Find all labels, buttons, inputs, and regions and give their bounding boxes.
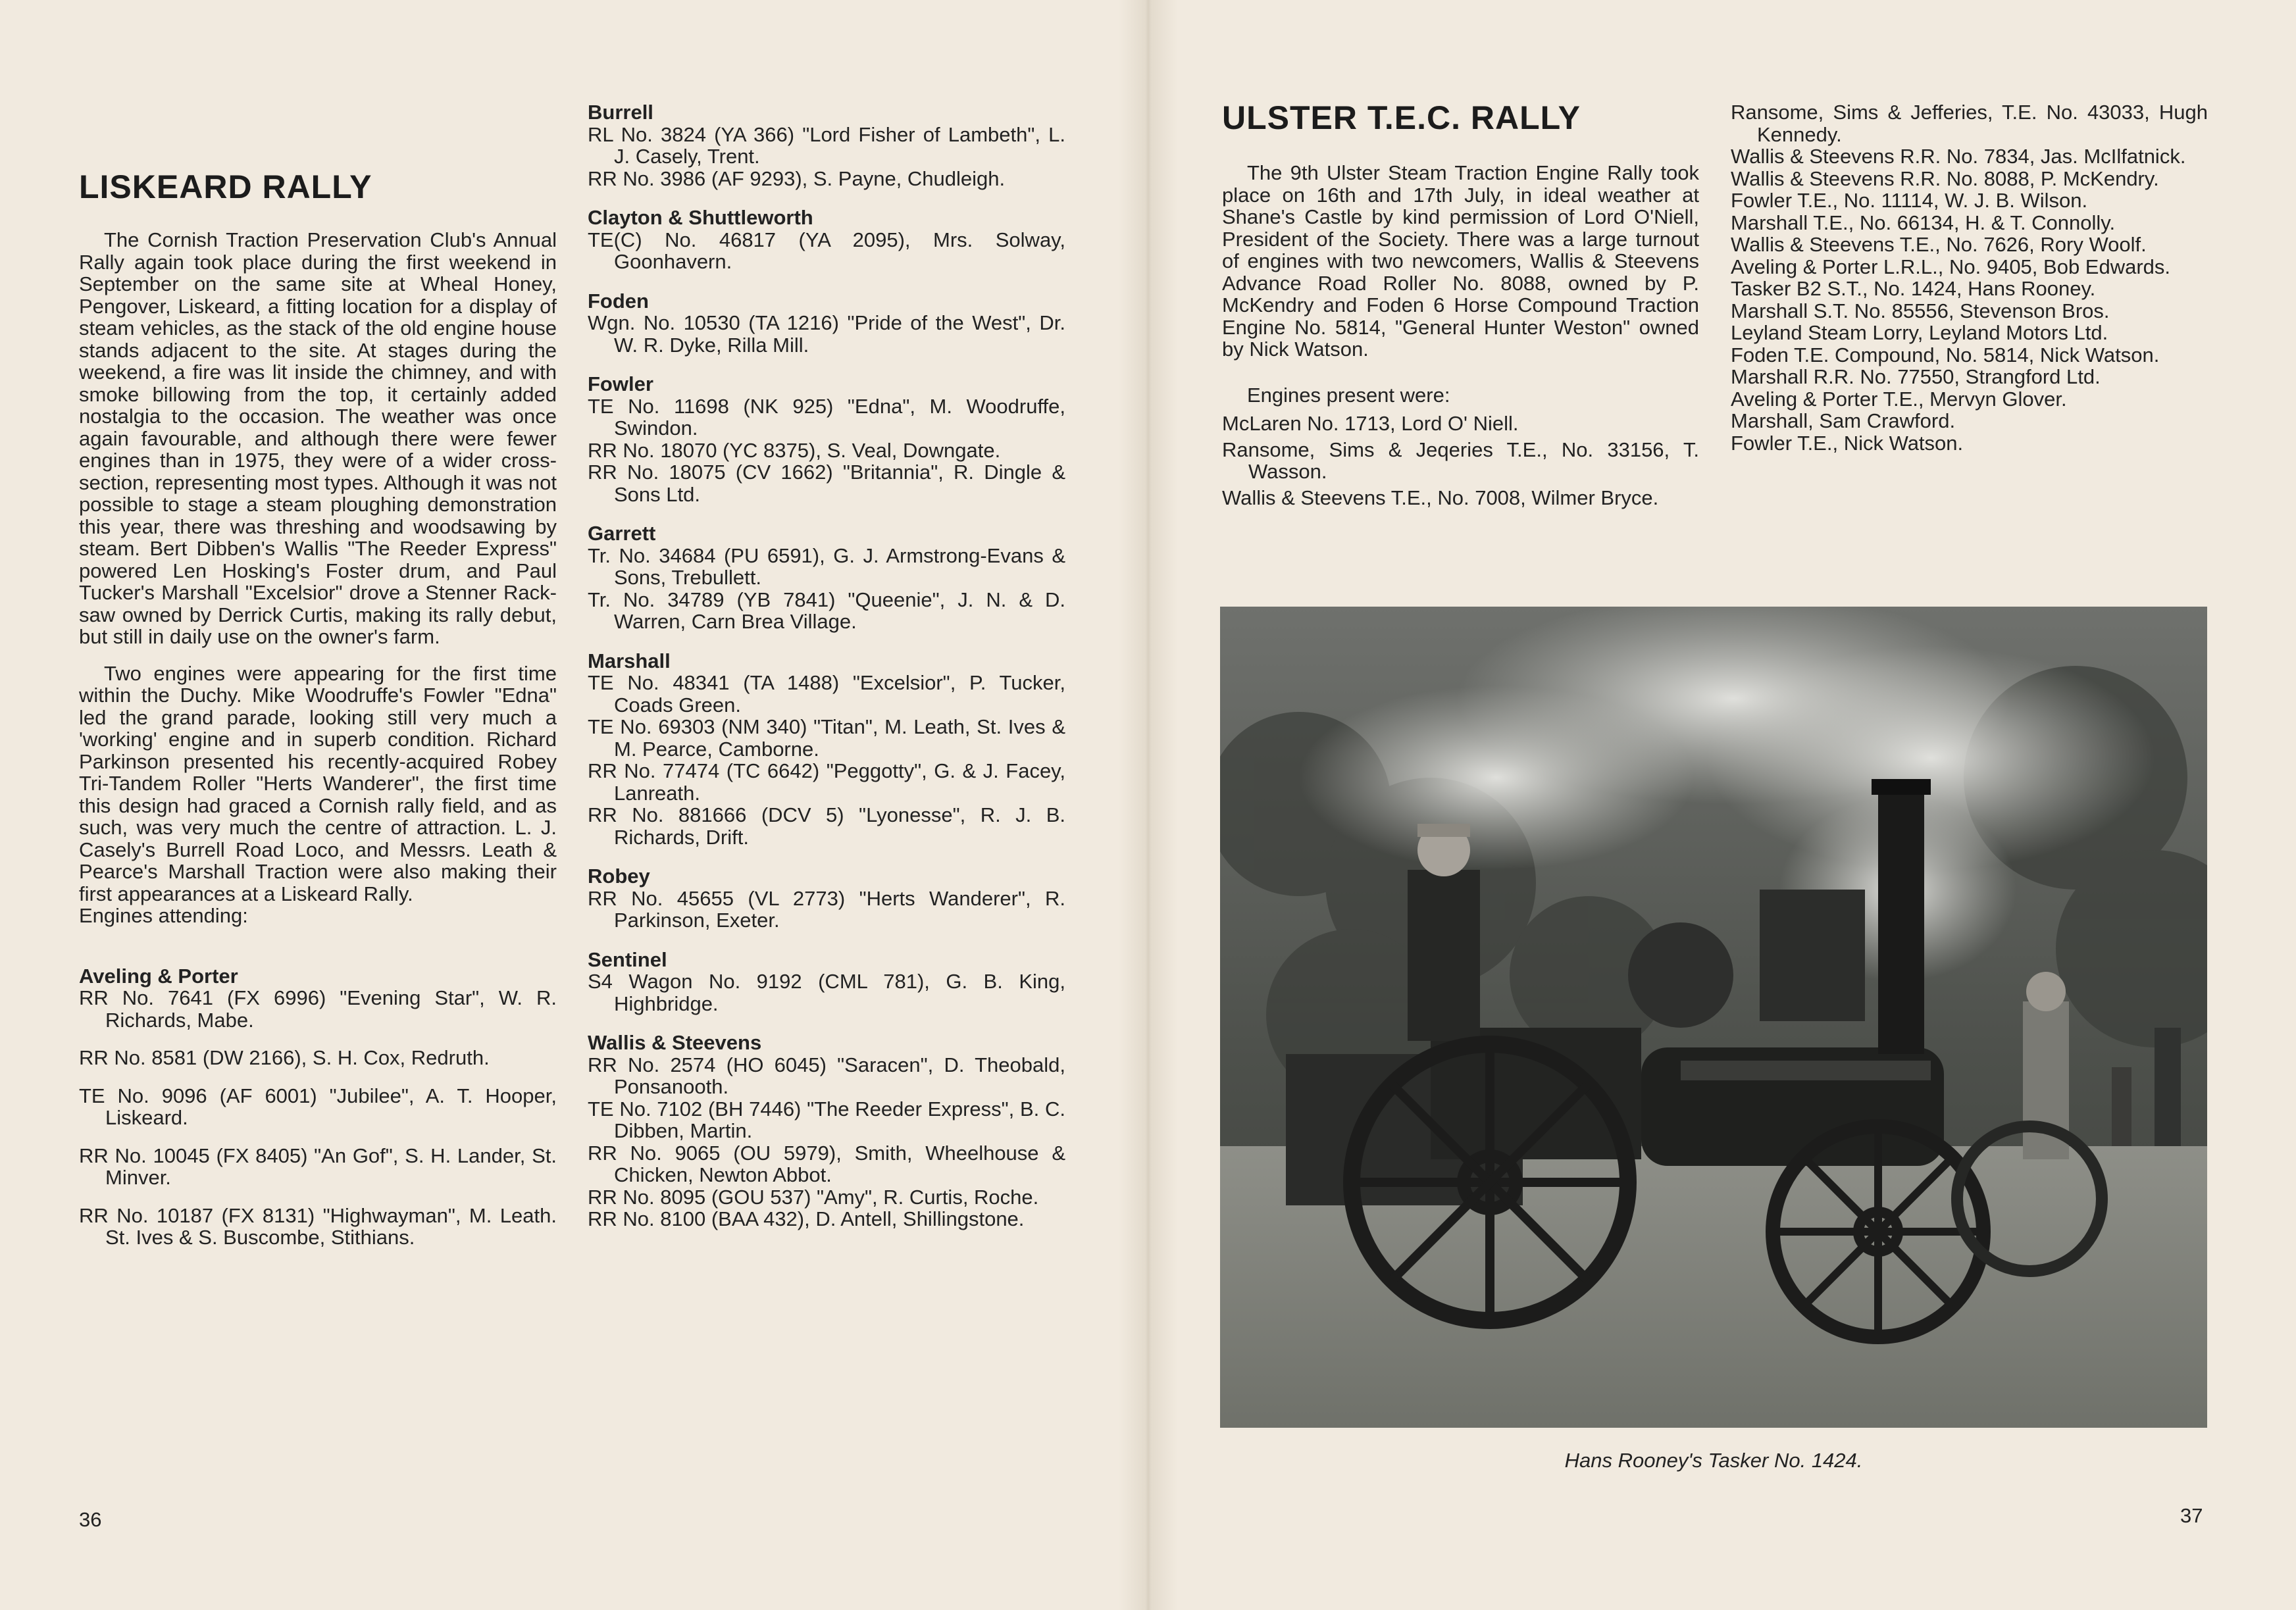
photo-caption: Hans Rooney's Tasker No. 1424. — [1564, 1449, 1863, 1472]
maker-heading: Burrell — [588, 101, 653, 124]
engine-entry: RR No. 18070 (YC 8375), S. Veal, Downgate. — [588, 438, 1001, 462]
liskeard-paragraph-2: Two engines were appearing for the first time within the Duchy. Mike Woodruffe's Fowler "Edna" led the grand parade, looking still very much a 'working' engine and in superb condition. Richard Parkinson presented his recently-acquired Robey Tri-Tandem Roller "Herts Wanderer", the first time this design had graced a Cornish rally field, and as such, was very much the centre of attraction. L. J. Casely's Burrell Road Loco, and Messrs. Leath & Pearce's Marshall Traction were also making their first appearances at a Liskeard Rally. — [79, 661, 557, 905]
ulster-column-2 — [1731, 101, 2208, 454]
engine-entry: RR No. 45655 (VL 2773) "Herts Wanderer", R. Parkinson, Exeter. — [588, 886, 1065, 932]
engine-entry: Fowler T.E., No. 11114, W. J. B. Wilson. — [1731, 189, 2088, 212]
engine-entry: RR No. 8100 (BAA 432), D. Antell, Shillingstone. — [588, 1207, 1025, 1230]
engine-entry: Wallis & Steevens R.R. No. 8088, P. McKendry. — [1731, 166, 2159, 190]
maker-heading: Aveling & Porter — [79, 964, 238, 988]
engine-entry: Wallis & Steevens R.R. No. 7834, Jas. McIlfatnick. — [1731, 145, 2186, 168]
engine-entry: Ransome, Sims & Jefferies, T.E. No. 43033, Hugh Kennedy. — [1731, 101, 2208, 146]
engine-entry: TE No. 9096 (AF 6001) "Jubilee", A. T. Hooper, Liskeard. — [79, 1084, 557, 1129]
page-gutter — [1119, 0, 1178, 1610]
maker-groups-col1 — [79, 965, 557, 1249]
engine-entry: McLaren No. 1713, Lord O' Niell. — [1222, 412, 1519, 435]
engine-entry: Marshall R.R. No. 77550, Strangford Ltd. — [1731, 365, 2101, 388]
engine-entry: RR No. 881666 (DCV 5) "Lyonesse", R. J. B. Richards, Drift. — [588, 803, 1065, 849]
maker-group — [588, 650, 1065, 849]
engine-entry: RR No. 7641 (FX 6996) "Evening Star", W. R. Richards, Mabe. — [79, 986, 557, 1032]
engine-entry: Leyland Steam Lorry, Leyland Motors Ltd. — [1731, 321, 2108, 344]
engine-entry: Foden T.E. Compound, No. 5814, Nick Watson. — [1731, 343, 2160, 366]
engine-entry: Fowler T.E., Nick Watson. — [1731, 431, 1964, 455]
engine-entry: RR No. 77474 (TC 6642) "Peggotty", G. & J. Facey, Lanreath. — [588, 759, 1065, 805]
engine-entry: Marshall S.T. No. 85556, Stevenson Bros. — [1731, 299, 2110, 322]
engine-entry: RR No. 10187 (FX 8131) "Highwayman", M. Leath. St. Ives & S. Buscombe, Stithians. — [79, 1203, 557, 1249]
maker-group — [588, 949, 1065, 1015]
engine-entry: RR No. 8581 (DW 2166), S. H. Cox, Redruth. — [79, 1046, 490, 1069]
maker-heading: Garrett — [588, 522, 656, 545]
engine-entry: TE No. 48341 (TA 1488) "Excelsior", P. Tucker, Coads Green. — [588, 671, 1065, 717]
maker-group — [588, 290, 1065, 357]
engine-entry: TE No. 7102 (BH 7446) "The Reeder Express", B. C. Dibben, Martin. — [588, 1097, 1065, 1142]
ulster-column-1 — [1222, 162, 1699, 509]
maker-heading: Robey — [588, 865, 650, 888]
maker-group — [588, 207, 1065, 273]
maker-heading: Wallis & Steevens — [588, 1031, 762, 1054]
ulster-title: ULSTER T.E.C. RALLY — [1222, 99, 1581, 136]
engine-entry: TE No. 11698 (NK 925) "Edna", M. Woodruffe, Swindon. — [588, 394, 1065, 440]
engine-entry: Wgn. No. 10530 (TA 1216) "Pride of the West", Dr. W. R. Dyke, Rilla Mill. — [588, 311, 1065, 357]
engine-entry: RR No. 10045 (FX 8405) "An Gof", S. H. Lander, St. Minver. — [79, 1144, 557, 1189]
engine-entry: Wallis & Steevens T.E., No. 7008, Wilmer Bryce. — [1222, 486, 1659, 509]
engine-entry: S4 Wagon No. 9192 (CML 781), G. B. King, Highbridge. — [588, 970, 1065, 1015]
engine-entry: Tr. No. 34684 (PU 6591), G. J. Armstrong-Evans & Sons, Trebullett. — [588, 543, 1065, 589]
engine-entry: Tr. No. 34789 (YB 7841) "Queenie", J. N. & D. Warren, Carn Brea Village. — [588, 588, 1065, 633]
engine-entry: Aveling & Porter T.E., Mervyn Glover. — [1731, 387, 2067, 411]
page-number-right: 37 — [2180, 1504, 2203, 1527]
page-number-left: 36 — [79, 1508, 102, 1531]
engine-entry: Marshall T.E., No. 66134, H. & T. Connolly. — [1731, 211, 2116, 234]
ulster-entries-col2 — [1731, 101, 2208, 454]
maker-group — [79, 965, 557, 1249]
liskeard-column-2 — [588, 101, 1065, 1247]
liskeard-title: LISKEARD RALLY — [79, 168, 372, 205]
engine-entry: RR No. 2574 (HO 6045) "Saracen", D. Theobald, Ponsanooth. — [588, 1053, 1065, 1098]
ulster-paragraph: The 9th Ulster Steam Traction Engine Rally took place on 16th and 17th July, in ideal weather at Shane's Castle by kind permission of Lord O'Niell, President of the Society. There was a large turnout of engines with two newcomers, Wallis & Steevens Advance Road Roller No. 8088, owned by P. McKendry and Foden 6 Horse Compound Traction Engine No. 5814, "General Hunter Weston" owned by Nick Watson. — [1222, 161, 1699, 361]
engines-present-label: Engines present were: — [1247, 383, 1450, 407]
engine-entry: Aveling & Porter L.R.L., No. 9405, Bob Edwards. — [1731, 255, 2171, 278]
maker-group — [588, 1032, 1065, 1230]
ulster-entries-col1 — [1222, 413, 1699, 509]
maker-heading: Clayton & Shuttleworth — [588, 206, 813, 229]
engine-entry: RL No. 3824 (YA 366) "Lord Fisher of Lambeth", L. J. Casely, Trent. — [588, 122, 1065, 168]
engine-entry: RR No. 3986 (AF 9293), S. Payne, Chudleigh. — [588, 166, 1006, 190]
liskeard-column-1 — [79, 229, 557, 1266]
maker-heading: Marshall — [588, 649, 671, 672]
engine-entry: RR No. 8095 (GOU 537) "Amy", R. Curtis, Roche. — [588, 1185, 1039, 1209]
engine-entry: Wallis & Steevens T.E., No. 7626, Rory Woolf. — [1731, 233, 2147, 256]
engines-attending-label: Engines attending: — [79, 904, 248, 927]
maker-heading: Sentinel — [588, 947, 667, 971]
engine-entry: TE No. 69303 (NM 340) "Titan", M. Leath, St. Ives & M. Pearce, Camborne. — [588, 715, 1065, 761]
engine-entry: Tasker B2 S.T., No. 1424, Hans Rooney. — [1731, 277, 2096, 300]
maker-group — [588, 101, 1065, 189]
engine-entry: TE(C) No. 46817 (YA 2095), Mrs. Solway, Goonhavern. — [588, 228, 1065, 273]
maker-groups-col2 — [588, 101, 1065, 1230]
engine-entry: RR No. 18075 (CV 1662) "Britannia", R. Dingle & Sons Ltd. — [588, 461, 1065, 506]
maker-group — [588, 865, 1065, 932]
engine-entry: Ransome, Sims & Jeqeries T.E., No. 33156, T. Wasson. — [1222, 438, 1699, 483]
maker-group — [588, 373, 1065, 505]
engine-entry: RR No. 9065 (OU 5979), Smith, Wheelhouse & Chicken, Newton Abbot. — [588, 1141, 1065, 1186]
maker-group — [588, 522, 1065, 633]
liskeard-paragraph-1: The Cornish Traction Preservation Club's Annual Rally again took place during the first weekend in September on the same site at Wheal Honey, Pengover, Liskeard, a fitting location for a display of steam vehicles, as the stack of the old engine house stands adjacent to the site. At stages during the weekend, a fire was lit inside the chimney, and with smoke billowing from the top, it certainly added nostalgia to the occasion. The weather was once again favourable, and although there were fewer engines than in 1975, they were of a wider cross-section, representing most types. Although it was not possible to stage a steam ploughing demonstration this year, there was threshing and woodsawing by steam. Bert Dibben's Wallis "The Reeder Express" powered Len Hosking's Foster drum, and Paul Tucker's Marshall "Excelsior" drove a Stenner Rack-saw owned by Derrick Curtis, making its rally debut, but still in daily use on the owner's farm. — [79, 228, 557, 648]
maker-heading: Foden — [588, 289, 649, 313]
maker-heading: Fowler — [588, 372, 653, 395]
engine-entry: Marshall, Sam Crawford. — [1731, 409, 1956, 432]
traction-engine-photo — [1220, 607, 2207, 1428]
